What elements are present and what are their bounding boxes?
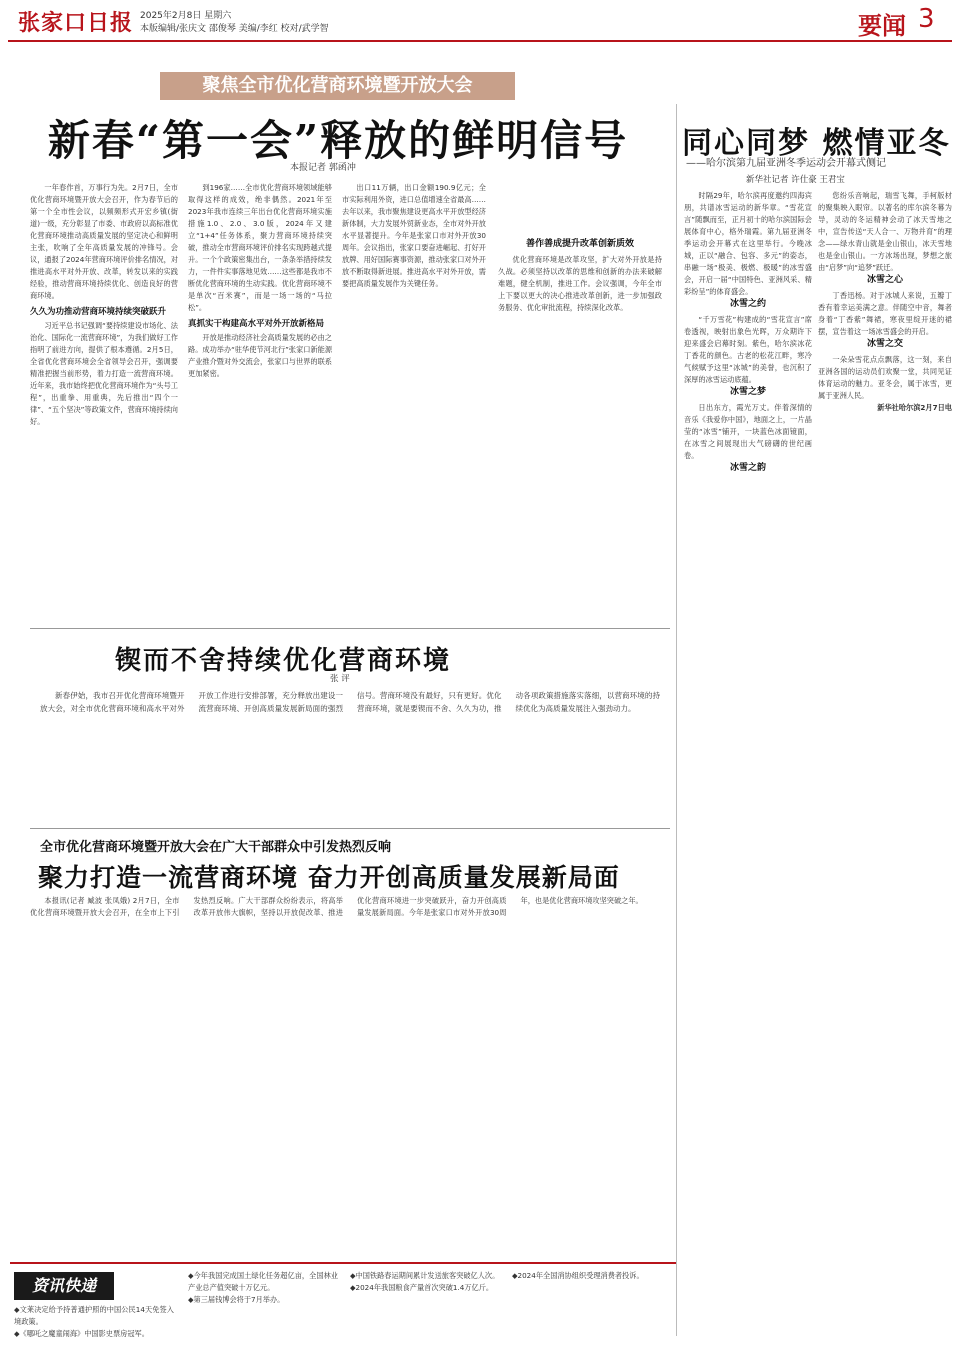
brief-item: ◆文莱决定给予持普通护照的中国公民14天免签入境政策。 [14, 1305, 174, 1326]
brief-item: ◆第三届钱博会将于7月举办。 [188, 1295, 285, 1304]
brief-item: ◆今年我国完成国土绿化任务超亿亩，全国林业产业总产值突破十万亿元。 [188, 1271, 338, 1292]
feature-headline: 同心同梦 燃情亚冬 [682, 126, 951, 161]
lead-paragraph: 一年春作首，万事行为先。2月7日，全市优化营商环境暨开放大会召开，作为春节后的第一个全市性会议，以频频形式开宏乡镇(街道)一级，充分彰显了市委、市政府以高标准优化营商环境推动高质量发展的坚定决心和鲜明主张，吹响了全年高质量发展的冲锋号。会议，通报了2024年营商环境评价排名情况，对推进高水平对外开放、改革，转发以来的实践经验，推动营商环境持续优化、创造良好的营商环境。 [30, 183, 178, 300]
section-divider [30, 828, 670, 829]
section-label: 要闻 [858, 12, 906, 40]
header-rule [8, 40, 952, 42]
lead-paragraph: 优化营商环境是改革攻坚，扩大对外开放是持久战。必须坚持以改革的思维和创新的办法来破解难题，健全机制，推进工作。会议强调，今年全市上下要以更大的决心推进改革创新，进一步加强政务服务、优化审批流程，持续深化改革。 [498, 255, 662, 312]
feature-paragraph: 丁香迅杨。对于冰城人来说，五瓣丁香有着幸运美满之意。伴随空中音，舞者身着“丁香紫”舞裙，寒夜里绽开迷的裙摆，宣告着这一场冰雪盛会的开启。 [818, 291, 952, 336]
lead-column-2 [188, 182, 332, 622]
lead-headline: 新春“第一会”释放的鲜明信号 [47, 116, 629, 165]
lead-paragraph: 开放是推动经济社会高质量发展的必由之路。成功举办“驻华使节河北行”张家口新能源产业推介暨对外交流会，张家口与世界的联系更加紧密。 [188, 333, 332, 378]
lead-column-4 [498, 238, 662, 618]
commentary-byline: 张 评 [330, 674, 350, 684]
brief-column-3 [350, 1270, 500, 1348]
lead-column-1 [30, 182, 178, 622]
report-kicker: 全市优化营商环境暨开放大会在广大干部群众中引发热烈反响 [40, 840, 392, 855]
lead-byline: 本报记者 郭函冲 [290, 163, 356, 173]
section-divider [30, 628, 670, 629]
commentary-paragraph: 新春伊始，我市召开优化营商环境暨开放大会，对全市优化营商环境和高水平对外开放工作进行安排部署，充分释放出建设一流营商环境、开创高质量发展新局面的强烈信号。营商环境没有最好，只有更好。优化营商环境，就是要锲而不舍、久久为功，推动各项政策措施落实落细，以营商环境的持续优化为高质量发展注入强劲动力。 [40, 691, 660, 713]
feature-subhead: 冰雪之梦 [729, 387, 766, 397]
report-paragraph: 本报讯(记者 臧波 张凤娥) 2月7日，全市优化营商环境暨开放大会召开，在全市上下引发热烈反响。广大干部群众纷纷表示，将高举改革开放伟大旗帜，坚持以开放促改革、推进优化营商环境进一步突破跃升，奋力开创高质量发展新局面。今年是张家口市对外开放30周年，也是优化营商环境攻坚突破之年。 [30, 896, 643, 917]
brief-item: ◆中国铁路春运期间累计发送旅客突破亿人次。 [350, 1271, 500, 1280]
lead-subhead-2: 真抓实干构建高水平对外开放新格局 [188, 319, 325, 329]
lead-paragraph: 到196家……全市优化营商环境领域能够取得这样的成效，绝非偶然。2021年至2023年我市连续三年出台优化营商环境实施措施1.0、2.0、3.0版，2024年又建立“1+4”任务体系，聚力营商环境持续突破，推动全市营商环境评价排名实现跨越式提升。一个个政策密集出台，一条条举措持续发力，一件件实事落地见效……这些都是我市不断优化营商环境的生动实践。优化营商环境不是单次“百米赛”，而是一场一场的“马拉松”。 [188, 183, 332, 312]
editor-credits: 本版编辑/张庆文 邵俊琴 美编/李红 校对/武学智 [140, 24, 329, 34]
feature-subhead: 冰雪之韵 [729, 463, 766, 473]
issue-date: 2025年2月8日 星期六 [140, 11, 232, 21]
report-body [30, 895, 670, 1255]
brief-item: ◆2024年我国粮食产量首次突破1.4万亿斤。 [350, 1283, 494, 1292]
commentary-headline: 锲而不舍持续优化营商环境 [115, 646, 452, 676]
column-divider [676, 104, 677, 1336]
feature-subhead: 冰雪之交 [866, 339, 903, 349]
feature-paragraph: “千万雪花”构建成的“雪花宣言”席卷透视，映射出象色光晖，万众期许下迎来盛会启幕时刻。紫色，哈尔滨冰花丁香花的颜色。古老的松花江畔，寒冷气候赋予这里“冰城”的美誉，也沉积了深厚的冰雪运动底蕴。 [684, 315, 812, 384]
report-headline: 聚力打造一流营商环境 奋力开创高质量发展新局面 [38, 863, 620, 892]
brief-column-4 [512, 1270, 670, 1348]
lead-banner: 聚焦全市优化营商环境暨开放大会 [160, 72, 515, 100]
feature-subhead: 冰雪之约 [729, 299, 766, 309]
brief-item: ◆《哪吒之魔童闹海》中国影史票房冠军。 [14, 1329, 149, 1338]
brief-column-2 [188, 1270, 338, 1348]
feature-paragraph: 时隔29年，哈尔滨再度邀约四海宾朋，共谱冰雪运动的新华章。“雪花宣言”随飘而至，正月初十的哈尔滨国际会展体育中心，格外瑞霞。第九届亚洲冬季运动会开幕式在这里举行。今晚冰城，正以“融合、包容、多元”的姿态，串融一场“极美、极燃、极暖”的冰雪盛会，开启一届“中国特色、亚洲风采、精彩纷呈”的体育盛会。 [684, 191, 812, 296]
lead-paragraph: 出口11万辆，出口金额190.9亿元；全市实际利用外资，进口总值增速全省最高……去年以来，我市聚焦建设更高水平开放型经济新体制，大力发展外贸新业态，全市对外开放水平显著提升。今年是张家口市对外开放30周年。会议指出，张家口要奋进崛起、打好开放牌、用好国际赛事资源，推动张家口对外开放不断取得新进展。推进高水平对外开放，需要把高质量发展作为关键任务。 [342, 183, 486, 288]
feature-column-1 [684, 190, 812, 1330]
news-briefs-logo: 资讯快递 [14, 1272, 114, 1300]
brief-column-1 [14, 1304, 174, 1348]
lead-column-3 [342, 182, 486, 622]
brief-item: ◆2024年全国消协组织受理消费者投诉。 [512, 1271, 644, 1280]
feature-credit: 新华社哈尔滨2月7日电 [877, 403, 952, 412]
feature-subtitle: ——哈尔滨第九届亚洲冬季运动会开幕式侧记 [686, 158, 886, 169]
feature-subhead: 冰雪之心 [866, 275, 903, 285]
lead-subhead-1: 久久为功推动营商环境持续突破跃升 [30, 307, 167, 317]
lead-subhead-3: 善作善成提升改革创新质效 [525, 239, 634, 249]
feature-paragraph: 您纷乐音响起，瑞雪飞舞，手柯版材的聚集映入眼帘。以著名的库尔滨冬幕为导，灵动的冬运精神会动了冰天雪地之中，宣告传送“天人合一、万物并育”的理念——绿水青山就是金山银山，冰天雪地也是金山银山。一方冰场出现，梦想之旅由“启梦”向“追梦”跃迁。 [818, 191, 952, 272]
feature-paragraph: 一朵朵雪花点点飘落，这一刻，来自亚洲各国的运动员们欢聚一堂，共同见证体育运动的魅力。亚冬会，属于冰雪，更属于亚洲人民。 [818, 355, 952, 400]
commentary-body [40, 690, 660, 820]
masthead-logo: 张家口日报 [18, 10, 134, 36]
page-header [0, 0, 960, 44]
feature-byline: 新华社记者 许仕豪 王君宝 [746, 175, 845, 185]
lead-paragraph: 习近平总书记强调“要持续建设市场化、法治化、国际化一流营商环境”，为我们做好工作指明了前进方向，提供了根本遵循。2月5日，全省优化营商环境会全省领导会召开，强调要精准把握当前形势，着力打造一流营商环境。近年来，我市始终把优化营商环境作为“头号工程”，出重拳、用重典，先后推出“四个一律”、“五个坚决”等政策文件，营商环境持续向好。 [30, 321, 178, 426]
feature-column-2 [818, 190, 952, 1330]
page-number: 3 [918, 4, 935, 34]
feature-paragraph: 日出东方，霞光万丈。伴着深情的音乐《我爱你中国》，地面之上，一片晶莹的“冰雪”铺开，一块蓝色冰面镜面，在冰雪之间展现出大气磅礴的世纪画卷。 [684, 403, 812, 460]
